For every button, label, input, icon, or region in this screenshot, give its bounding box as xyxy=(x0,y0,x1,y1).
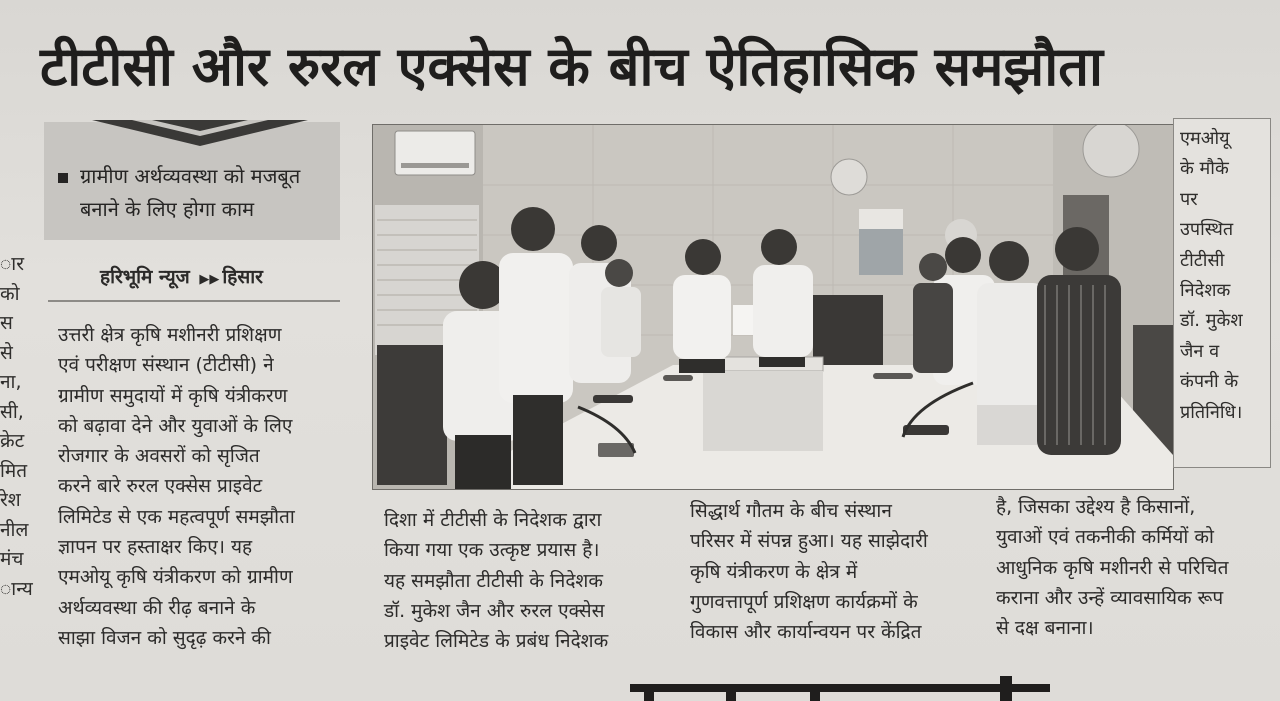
text-line: किया गया एक उत्कृष्ट प्रयास है। xyxy=(384,539,600,562)
text-line: से दक्ष बनाना। xyxy=(996,617,1094,640)
caption-line: जैन व xyxy=(1180,340,1220,362)
news-photo xyxy=(372,124,1174,490)
byline-source: हरिभूमि न्यूज xyxy=(100,266,190,288)
text-line: प्राइवेट लिमिटेड के प्रबंध निदेशक xyxy=(384,630,609,653)
caption-line: के मौके xyxy=(1180,158,1229,180)
text-line: गुणवत्तापूर्ण प्रशिक्षण कार्यक्रमों के xyxy=(690,590,918,613)
text-line: परिसर में संपन्न हुआ। यह साझेदारी xyxy=(690,530,928,553)
article-column-4 xyxy=(996,492,1278,643)
cut-off-next-headline xyxy=(630,676,1050,701)
text-line: ज्ञापन पर हस्ताक्षर किए। यह xyxy=(58,536,253,559)
byline-rule xyxy=(48,300,340,302)
double-arrow-icon: ▶▶ xyxy=(199,272,220,287)
headline: टीटीसी और रुरल एक्सेस के बीच ऐतिहासिक समझौता xyxy=(40,35,1103,98)
article-column-3 xyxy=(690,496,980,647)
fragment-line: ना, xyxy=(0,371,22,393)
fragment-line: मंच xyxy=(0,548,24,570)
text-line: डॉ. मुकेश जैन और रुरल एक्सेस xyxy=(384,599,605,622)
caption-line: पर xyxy=(1180,188,1198,210)
fragment-line: नील xyxy=(0,518,29,541)
text-line: अर्थव्यवस्था की रीढ़ बनाने के xyxy=(58,596,256,619)
caption-line: उपस्थित xyxy=(1180,219,1234,241)
caption-line: कंपनी के xyxy=(1180,371,1239,393)
left-column-fragments xyxy=(0,250,36,650)
text-line: साझा विजन को सुदृढ़ करने की xyxy=(58,626,271,649)
article-column-2 xyxy=(384,505,674,656)
fragment-line: सी, xyxy=(0,400,24,423)
strapline-line-2: बनाने के लिए होगा काम xyxy=(80,197,255,221)
text-line: करने बारे रुरल एक्सेस प्राइवेट xyxy=(58,475,263,498)
strapline-line-1: ग्रामीण अर्थव्यवस्था को मजबूत xyxy=(80,164,301,188)
text-line: लिमिटेड से एक महत्वपूर्ण समझौता xyxy=(58,505,295,528)
fragment-line: स xyxy=(0,312,13,334)
photo-caption xyxy=(1180,124,1272,428)
strapline xyxy=(58,160,336,226)
caption-line: प्रतिनिधि। xyxy=(1180,401,1243,423)
text-line: एमओयू कृषि यंत्रीकरण को ग्रामीण xyxy=(58,566,293,589)
text-line: एवं परीक्षण संस्थान (टीटीसी) ने xyxy=(58,354,274,377)
fragment-line: ार xyxy=(0,253,24,275)
fragment-line: मित xyxy=(0,459,28,482)
text-line: यह समझौता टीटीसी के निदेशक xyxy=(384,569,603,592)
caption-line: एमओयू xyxy=(1180,128,1230,149)
text-line: रोजगार के अवसरों को सृजित xyxy=(58,445,260,468)
fragment-line: रेश xyxy=(0,489,21,511)
article-column-1 xyxy=(58,320,358,653)
caption-line: टीटीसी xyxy=(1180,249,1225,271)
fragment-line: ान्य xyxy=(0,577,33,600)
square-bullet-icon xyxy=(58,173,68,183)
text-line: को बढ़ावा देने और युवाओं के लिए xyxy=(58,414,293,437)
text-line: दिशा में टीटीसी के निदेशक द्वारा xyxy=(384,509,602,531)
text-line: आधुनिक कृषि मशीनरी से परिचित xyxy=(996,556,1229,579)
text-line: सिद्धार्थ गौतम के बीच संस्थान xyxy=(690,500,892,522)
text-line: युवाओं एवं तकनीकी कर्मियों को xyxy=(996,526,1214,549)
caption-line: निदेशक xyxy=(1180,280,1231,302)
text-line: कृषि यंत्रीकरण के क्षेत्र में xyxy=(690,560,858,583)
text-line: ग्रामीण समुदायों में कृषि यंत्रीकरण xyxy=(58,384,288,407)
text-line: है, जिसका उद्देश्य है किसानों, xyxy=(996,496,1196,518)
byline-place: हिसार xyxy=(222,266,263,288)
fragment-line: को xyxy=(0,282,20,305)
caption-line: डॉ. मुकेश xyxy=(1180,310,1243,332)
text-line: विकास और कार्यान्वयन पर केंद्रित xyxy=(690,621,922,644)
byline xyxy=(100,260,340,297)
text-line: कराना और उन्हें व्यावसायिक रूप xyxy=(996,586,1224,609)
fragment-line: से xyxy=(0,341,13,364)
text-line: उत्तरी क्षेत्र कृषि मशीनरी प्रशिक्षण xyxy=(58,324,282,346)
fragment-line: क्रेट xyxy=(0,430,25,452)
chevron-ornament-icon xyxy=(92,120,308,146)
